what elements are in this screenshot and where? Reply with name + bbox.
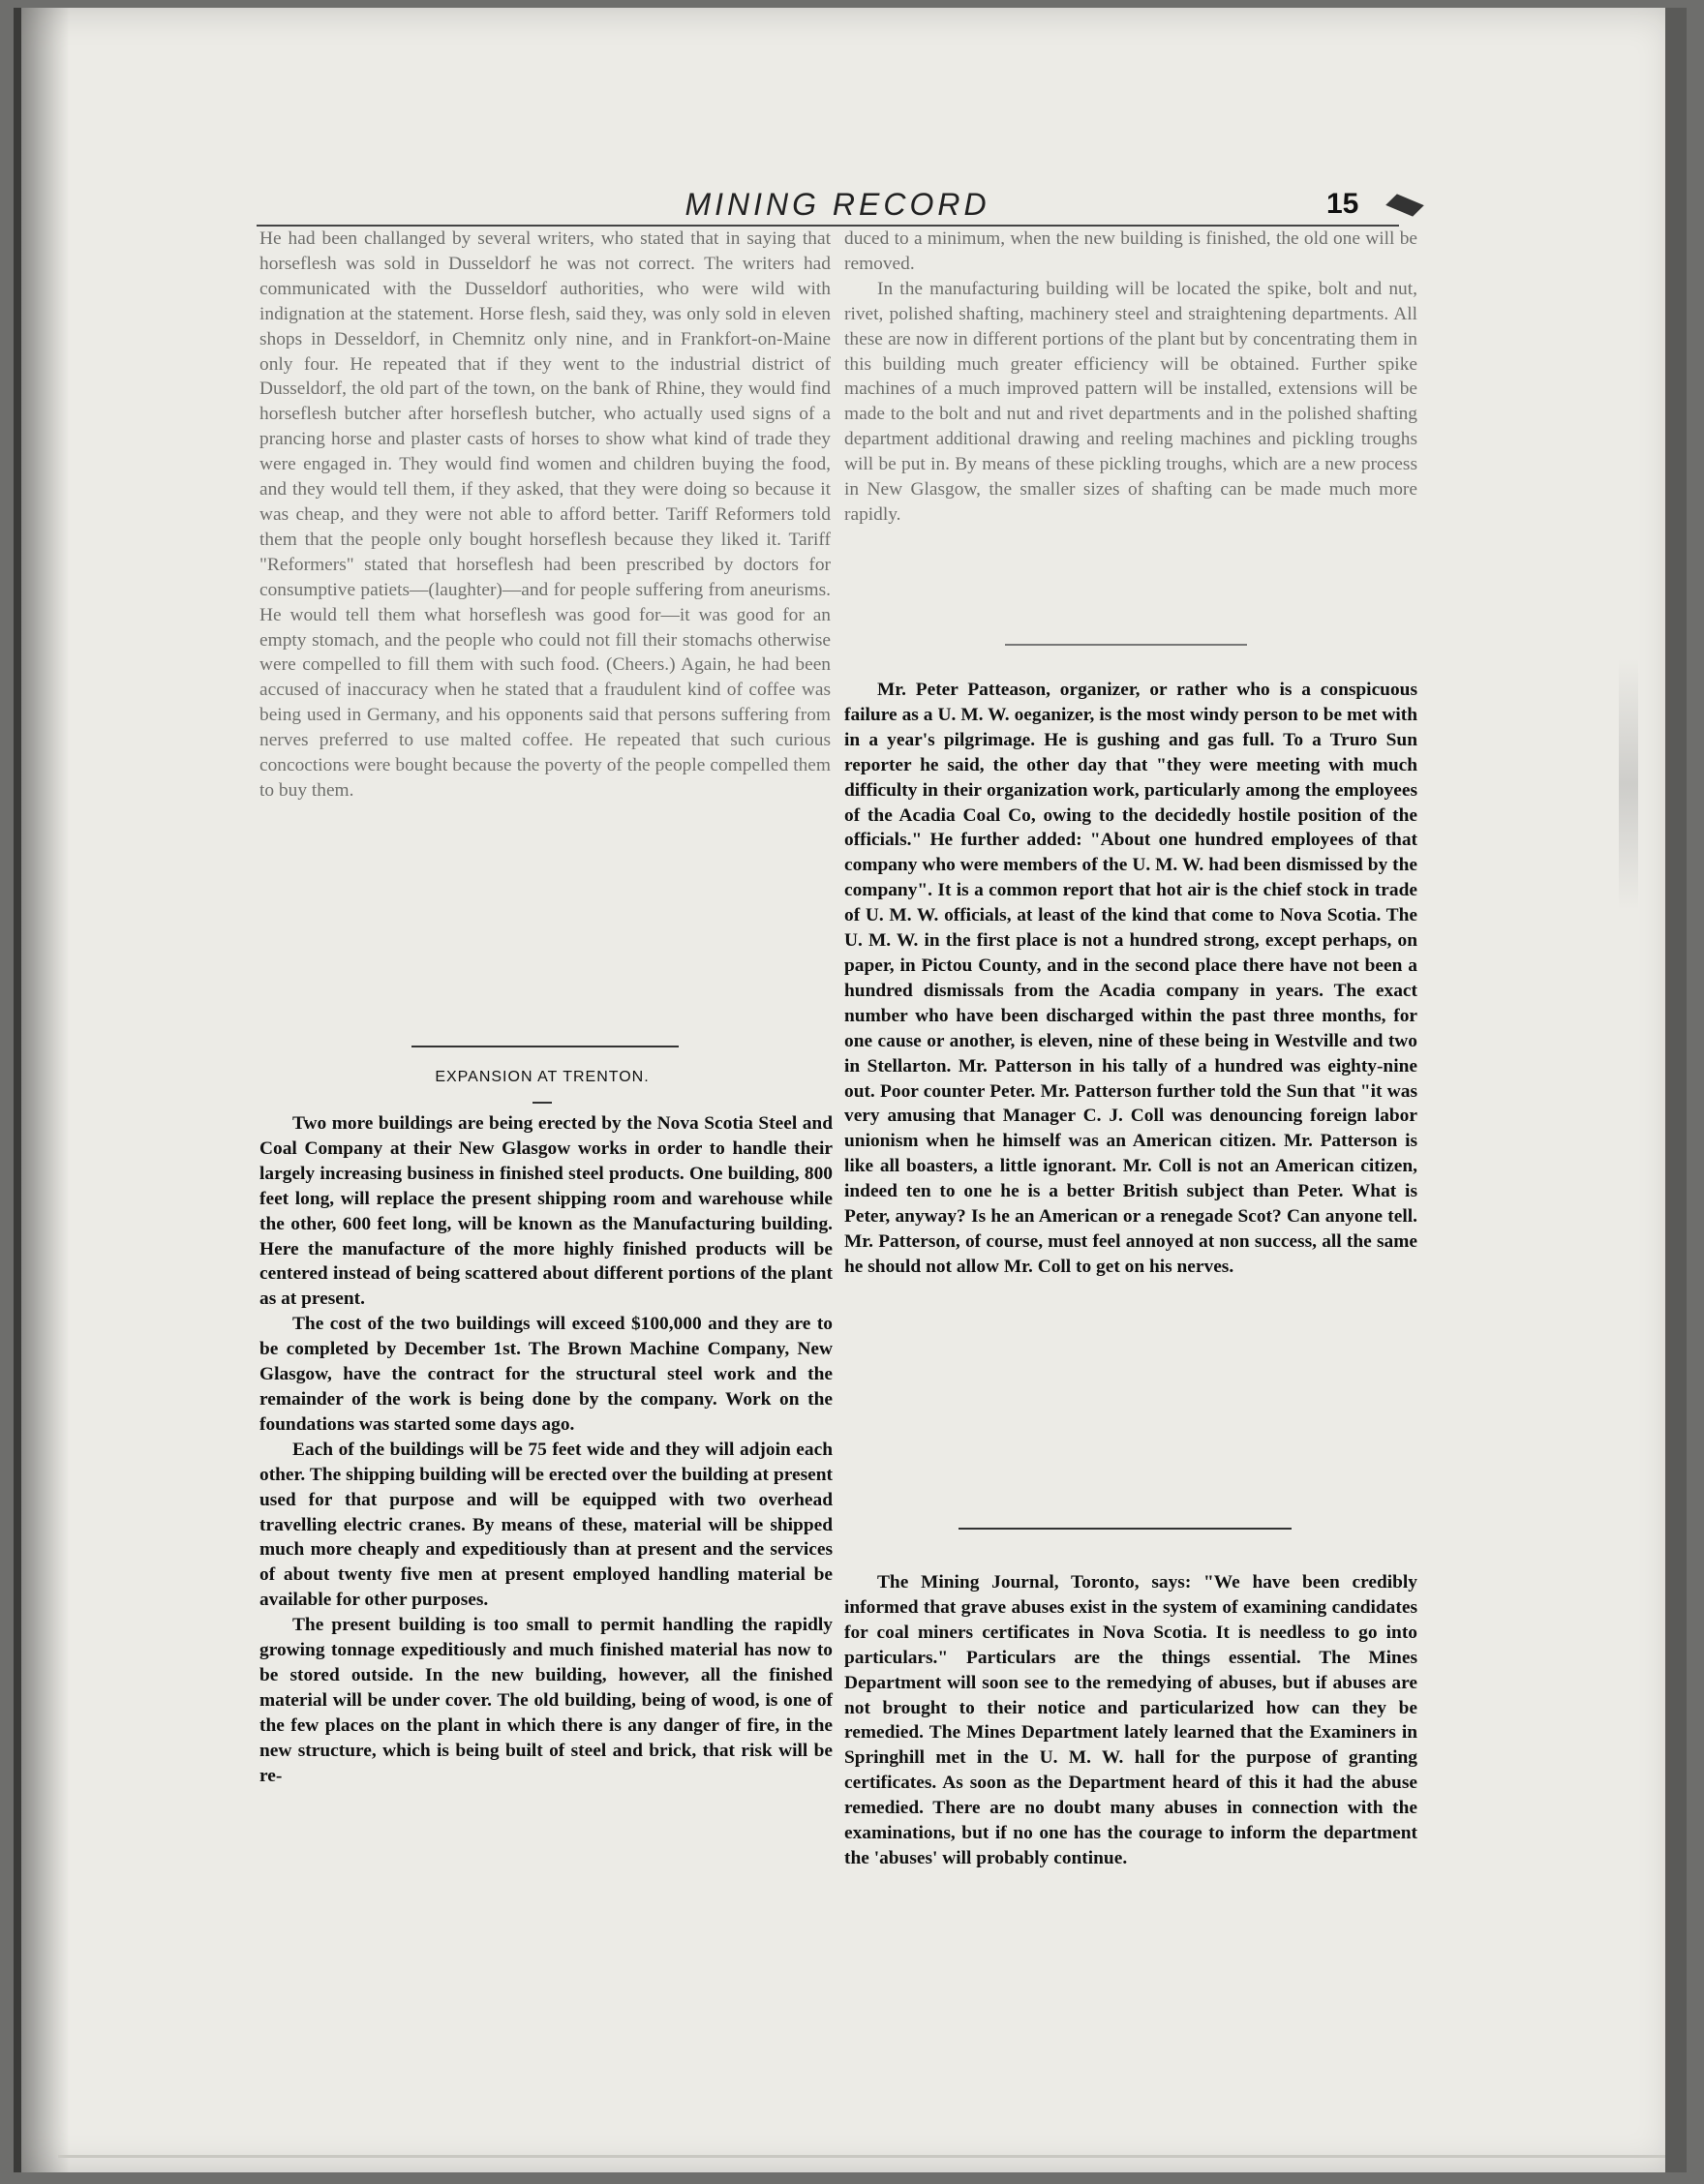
page-number: 15 (1326, 188, 1359, 220)
horseflesh-article: He had been challanged by several writers, who stated that in saying that horseflesh was sold in Dusseldorf he was not correct. The writers had communicated with the Dusseldorf authorities, who were wild with indignation at the statement. Horse flesh, said they, was only sold in eleven shops in Desseldorf, in Chemnitz only nine, and in Frankfort-on-Maine only four. He repeated that if they went to the industrial district of Dusseldorf, the old part of the town, on the bank of Rhine, they would find horseflesh butcher after horseflesh butcher, who actually used signs of a prancing horse and plaster casts of horses to show what kind of trade they were engaged in. They would find women and children buying the food, and they would tell them, if they asked, that they were doing so because it was cheap, and they were not able to afford better. Tariff Reformers told them that the people only bought horseflesh because they liked it. Tariff "Reformers" stated that horseflesh had been prescribed by doctors for consumptive patiets—(laughter)—and for people suffering from aneurisms. He would tell them what horseflesh was good for—it was good for an empty stomach, and the people who could not fill their stomachs otherwise were compelled to fill them with such food. (Cheers.) Again, he had been accused of inaccuracy when he stated that a fraudulent kind of coffee was being used in Germany, and his opponents said that persons suffering from nerves preferred to use malted coffee. He repeated that such curious concoctions were bought because the poverty of the people compelled them to buy them. (259, 228, 831, 801)
expansion-heading: EXPANSION AT TRENTON. (435, 1069, 650, 1085)
patterson-article: Mr. Peter Patteason, organizer, or rather who is a conspicuous failure as a U. M. W. oeganizer, is the most windy person to be met with in a year's pilgrimage. He is gushing and gas full. To a Truro Sun reporter he said, the other day that "they were meeting with much difficulty in their organization work, particularly among the employees of the Acadia Coal Co, owing to the decidedly hostile position of the officials." He further added: "About one hundred employees of that company who were members of the U. M. W. had been dismissed by the company". It is a common report that hot air is the chief stock in trade of U. M. W. officials, at least of the kind that come to Nova Scotia. The U. M. W. in the first place is not a hundred strong, except perhaps, on paper, in Pictou County, and in the second place there have not been a hundred dismissals from the Acadia company in years. The exact number who have been discharged within the past three months, for one cause or another, is eleven, nine of these being in Westville and two in Stellarton. Mr. Patterson in his tally of a hundred was eighty-nine out. Poor counter Peter. Mr. Patterson further told the Sun that "it was very amusing that Manager C. J. Coll was denouncing foreign labor unionism when he himself was an American citizen. Mr. Patterson is like all boasters, a little ignorant. Mr. Coll is not an American citizen, indeed ten to one he is a better British subject than Peter. What is Peter, anyway? Is he an American or a renegade Scot? Can anyone tell. Mr. Patterson, of course, must feel annoyed at non success, all the same he should not allow Mr. Coll to get on his nerves. (844, 680, 1417, 1277)
expansion-continued-column (844, 227, 1417, 623)
expansion-continued: duced to a minimum, when the new building is finished, the old one will be removed. (844, 228, 1417, 274)
expansion-article (259, 1111, 833, 2108)
heading-dash (532, 1102, 552, 1104)
section-divider (411, 1046, 679, 1047)
section-divider (1005, 644, 1247, 646)
running-head: MINING RECORD (685, 187, 990, 222)
expansion-paragraph: The cost of the two buildings will exceed $100,000 and they are to be completed by December 1st. The Brown Machine Company, New Glasgow, have the contract for the structural steel work and the remainder of the work is being done by the company. Work on the foundations was started some days ago. (259, 1314, 833, 1435)
spine-shadow (21, 8, 70, 2172)
expansion-paragraph: The present building is too small to permit handling the rapidly growing tonnage expeditiously and much finished material has now to be stored outside. In the new building, however, all the finished material will be under cover. The old building, being of wood, is one of the few places on the plant in which there is any danger of fire, in the new structure, which is being built of steel and brick, that risk will be re- (259, 1615, 833, 1786)
mining-journal-article: The Mining Journal, Toronto, says: "We have been credibly informed that grave abuses exist in the system of examining candidates for coal miners certificates in Nova Scotia. It is needless to go into particulars." Particulars are the things essential. The Mines Department will soon see to the remedying of abuses, but if abuses are not brought to their notice and particularized how can they be remedied. The Mines Department lately learned that the Examiners in Springhill met in the U. M. W. hall for the purpose of granting certificates. As soon as the Department heard of this it had the abuse remedied. There are no doubt many abuses in connection with the examinations, but if no one has the courage to inform the department the 'abuses' will probably continue. (844, 1572, 1417, 1868)
page-edge-right (1665, 8, 1687, 2172)
section-divider (958, 1528, 1292, 1530)
page-bottom-edge (58, 2155, 1665, 2158)
margin-smudge (1619, 658, 1638, 910)
manufacturing-paragraph: In the manufacturing building will be located the spike, bolt and nut, rivet, polished shafting, machinery steel and straightening departments. All these are now in different portions of the plant but by concentrating them in this building much greater efficiency will be obtained. Further spike machines of a much improved pattern will be installed, extensions will be made to the bolt and nut and rivet departments and in the polished shafting department additional drawing and reeling machines and pickling troughs will be put in. By means of these pickling troughs, which are a new process in New Glasgow, the smaller sizes of shafting can be made much more rapidly. (844, 278, 1417, 525)
expansion-paragraph: Two more buildings are being erected by the Nova Scotia Steel and Coal Company at their New Glasgow works in order to handle their largely increasing business in finished steel products. One building, 800 feet long, will replace the present shipping room and warehouse while the other, 600 feet long, will be known as the Manufacturing building. Here the manufacture of the more highly finished products will be centered instead of being scattered about different portions of the plant as at present. (259, 1113, 833, 1310)
expansion-paragraph: Each of the buildings will be 75 feet wide and they will adjoin each other. The shipping building will be erected over the building at present used for that purpose and will be equipped with two overhead travelling electric cranes. By means of these, material will be shipped much more cheaply and expeditiously than at present and the services of about twenty five men at present employed handling material be available for other purposes. (259, 1439, 833, 1611)
